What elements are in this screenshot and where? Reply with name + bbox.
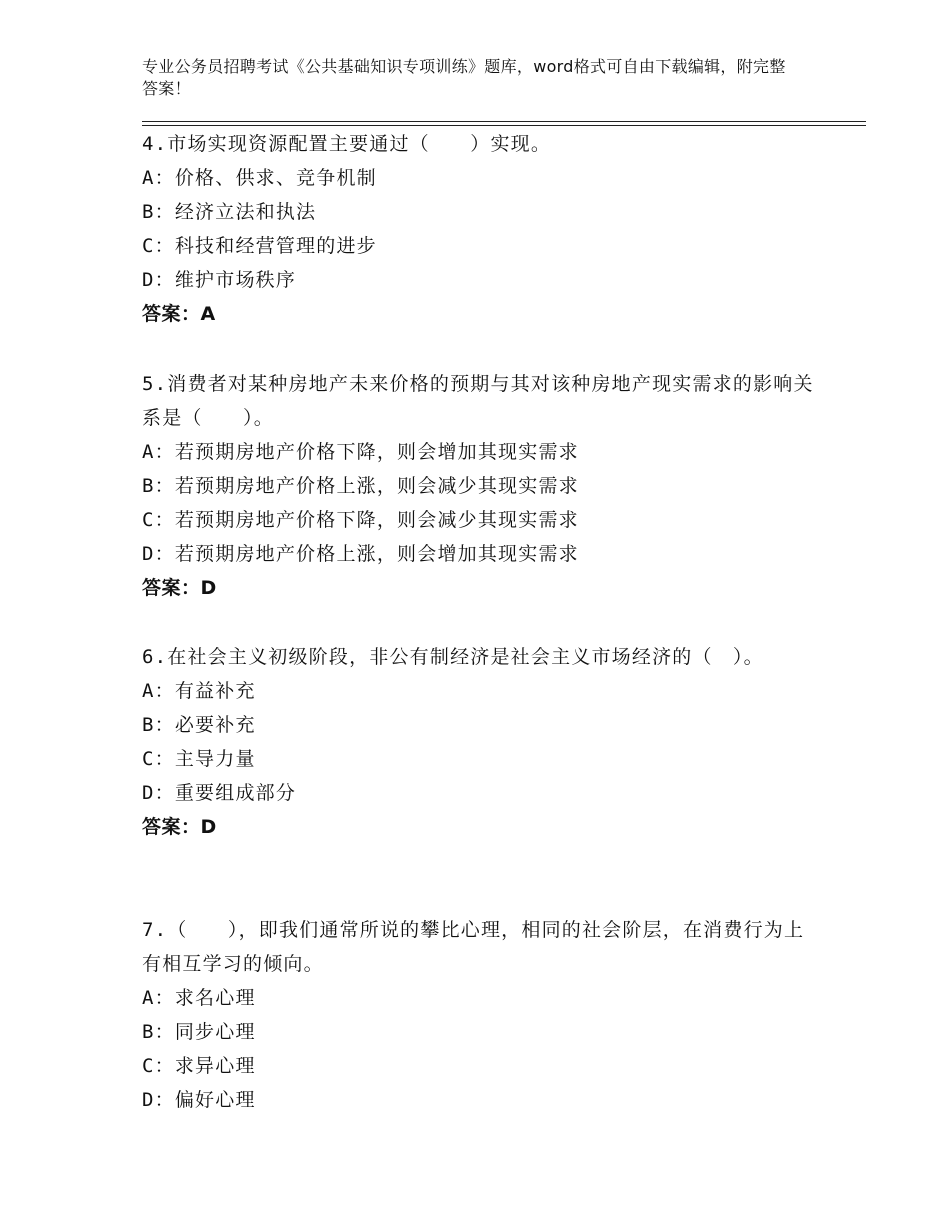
option-d: D：偏好心理 xyxy=(142,1089,256,1111)
option-b: B：经济立法和执法 xyxy=(142,201,317,223)
question-stem: 4.市场实现资源配置主要通过（ ）实现。 xyxy=(142,133,552,155)
option-a: A：价格、供求、竞争机制 xyxy=(142,167,377,189)
option-c: C：科技和经营管理的进步 xyxy=(142,235,377,257)
question-6 xyxy=(142,640,822,844)
question-stem: 5.消费者对某种房地产未来价格的预期与其对该种房地产现实需求的影响关系是（ ）。 xyxy=(142,373,814,429)
option-a: A：求名心理 xyxy=(142,987,256,1009)
option-b: B：必要补充 xyxy=(142,714,256,736)
option-b: B：若预期房地产价格上涨，则会减少其现实需求 xyxy=(142,475,579,497)
option-d: D：重要组成部分 xyxy=(142,782,297,804)
document-header: 专业公务员招聘考试《公共基础知识专项训练》题库，word格式可自由下载编辑，附完整答案！ xyxy=(142,57,786,98)
option-c: C：求异心理 xyxy=(142,1055,256,1077)
option-b: B：同步心理 xyxy=(142,1021,256,1043)
option-d: D：维护市场秩序 xyxy=(142,269,297,291)
answer-label: 答案：D xyxy=(142,816,217,838)
question-4 xyxy=(142,127,822,331)
answer-label: 答案：D xyxy=(142,577,217,599)
option-a: A：若预期房地产价格下降，则会增加其现实需求 xyxy=(142,441,579,463)
question-7 xyxy=(142,913,822,1117)
option-d: D：若预期房地产价格上涨，则会增加其现实需求 xyxy=(142,543,579,565)
option-c: C：主导力量 xyxy=(142,748,256,770)
option-a: A：有益补充 xyxy=(142,680,256,702)
question-stem: 6.在社会主义初级阶段，非公有制经济是社会主义市场经济的（ ）。 xyxy=(142,646,764,668)
question-5 xyxy=(142,367,822,605)
question-stem: 7.（ ），即我们通常所说的攀比心理，相同的社会阶层，在消费行为上有相互学习的倾向。 xyxy=(142,919,805,975)
answer-label: 答案：A xyxy=(142,303,216,325)
header-divider-top xyxy=(142,121,866,122)
option-c: C：若预期房地产价格下降，则会减少其现实需求 xyxy=(142,509,579,531)
header-divider-bottom xyxy=(142,125,866,126)
